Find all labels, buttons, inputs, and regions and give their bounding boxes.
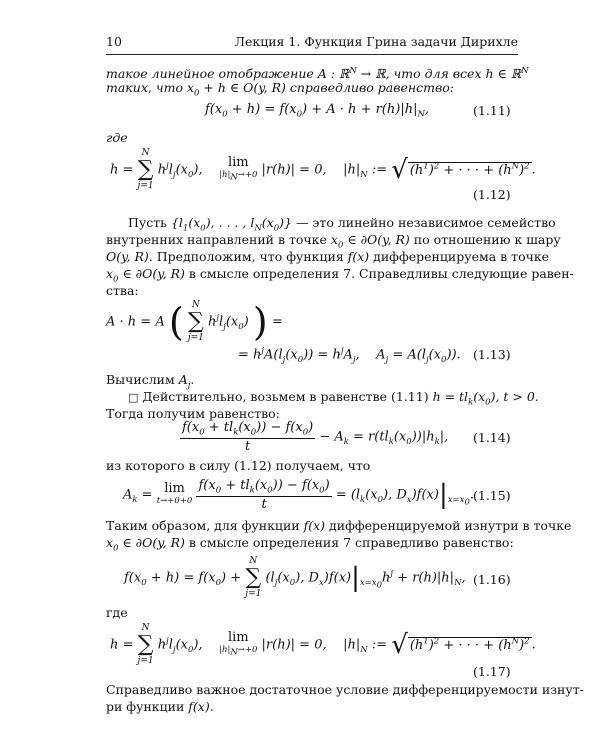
math-inline: f(x) — [303, 518, 326, 533]
math-inline: $h = tl_k(x_0)$, t > 0. — [432, 389, 539, 408]
math-inline: h ∈ ℝ$^N$ — [485, 66, 529, 82]
equation-1-14: $\frac{f(x_0 + tl_k(x_0)) - f(x_0)}{t}$ − $A_k = r(tl_k(x_0))|h_k|$, — [182, 420, 449, 454]
text-span: — это линейно независимое семейство — [295, 215, 556, 230]
text-line — [106, 535, 518, 557]
page-number: 10 — [106, 34, 122, 49]
equation-1-16: $f(x_0 + h) = f(x_0)$ + N ∑ j=1 ($l_j(x_0)$, $D_x)f(x)|_{x=x_0}h^j + r(h)|h|_N$, — [124, 556, 466, 599]
text-span: , что для всех — [385, 66, 482, 82]
equation-number: (1.15) — [473, 488, 511, 503]
text-line: из которого в силу (1.12) получаем, что — [106, 458, 371, 473]
text-span: Таким образом, для функции — [106, 518, 300, 533]
text-span: . Предположим, что функция — [148, 249, 344, 264]
proof-start-icon: □ — [128, 391, 139, 404]
text-line — [106, 249, 550, 265]
text-span: ри функции — [106, 699, 185, 714]
equation-1-11: $f(x_0 + h) = f(x_0) + A \cdot h + r(h)|h|_N$, — [205, 102, 430, 120]
equation-1-17: h = N ∑ j=1 $h^jl_j(x_0)$, lim $|h|_N\to+0$ |r(h)| = 0, $|h|_N$ := √ $(h^1)^2$ + · · · + $(h^N)^2$ . — [110, 623, 536, 666]
text-line: ри функции f(x). — [106, 699, 214, 714]
math-inline: f(x) — [188, 699, 210, 714]
math-inline: $x_0$ ∈ ∂O(y, R) — [106, 535, 185, 554]
math-inline: $x_0$ ∈ ∂O(y, R) — [330, 232, 410, 251]
equation-number: (1.11) — [473, 103, 511, 118]
text-line — [106, 80, 518, 102]
text-span: таких, что — [106, 80, 183, 95]
equation-number: (1.12) — [473, 187, 511, 202]
math-inline: A : ℝ$^N$ → ℝ — [317, 66, 386, 82]
text-span: дифференцируема в точке — [373, 249, 550, 264]
equation-1-13-line2: = $h^jA(l_j(x_0)) = h^jA_j$, $A_j = A(l_j(x_0))$. — [238, 346, 461, 365]
text-span: по отношению к шару — [413, 232, 561, 247]
text-span: в смысле определения 7. Справедливы следующие равен- — [188, 266, 574, 281]
equation-number: (1.16) — [473, 572, 511, 587]
text-line — [106, 518, 572, 534]
text-span: Вычислим — [106, 372, 175, 387]
text-span: Действительно, возьмем в равенстве (1.11) — [142, 389, 429, 404]
math-inline: O(y, R) — [106, 249, 149, 264]
equation-1-12: h = N ∑ j=1 $h^jl_j(x_0)$, lim $|h|_N\to+0$ |r(h)| = 0, $|h|_N$ := √ $(h^1)^2$ + · · · + $(h^N)^2$ . — [110, 148, 536, 191]
gde-label: где — [106, 130, 128, 145]
text-line: Справедливо важное достаточное условие дифференцируемости изнут- — [106, 682, 584, 697]
gde-label: где — [106, 605, 128, 620]
text-span: дифференцируемой изнутри в точке — [329, 518, 572, 533]
running-title: Лекция 1. Функция Грина задачи Дирихле — [234, 34, 518, 49]
text-span: внутренних направлений в точке — [106, 232, 327, 247]
math-inline: $x_0 + h$ ∈ O(y, R) — [186, 80, 290, 99]
text-span: такое линейное отображение — [106, 66, 314, 82]
text-span: справедливо равенство: — [289, 80, 454, 95]
math-inline: $x_0$ ∈ ∂O(y, R) — [106, 266, 185, 285]
math-inline: f(x) — [347, 249, 370, 264]
text-line: Тогда получим равенство: — [106, 406, 280, 421]
running-header — [106, 34, 518, 55]
math-inline: {$l_1(x_0)$, . . . , $l_N(x_0)$} — [170, 215, 292, 234]
text-span: Пусть — [128, 215, 167, 230]
text-line: Вычислим $A_j$. — [106, 372, 195, 391]
equation-1-15: $A_k = \lim$ t→+0+0 $\frac{f(x_0 + tl_k(x_0)) - f(x_0)}{t}$ = ($l_k(x_0)$, $D_x)f(x)|_{x=x_0}$. — [123, 478, 474, 512]
equation-number: (1.17) — [473, 664, 511, 679]
equation-number: (1.14) — [473, 430, 511, 445]
equation-1-13-line1: A · h = A ( N ∑ j=1 $h^jl_j(x_0)$ ) = — [106, 300, 283, 344]
text-line: ства: — [106, 283, 139, 298]
math-inline: $A_j$ — [178, 372, 191, 391]
equation-number: (1.13) — [473, 347, 511, 362]
text-span: в смысле определения 7 справедливо равенство: — [188, 535, 514, 550]
